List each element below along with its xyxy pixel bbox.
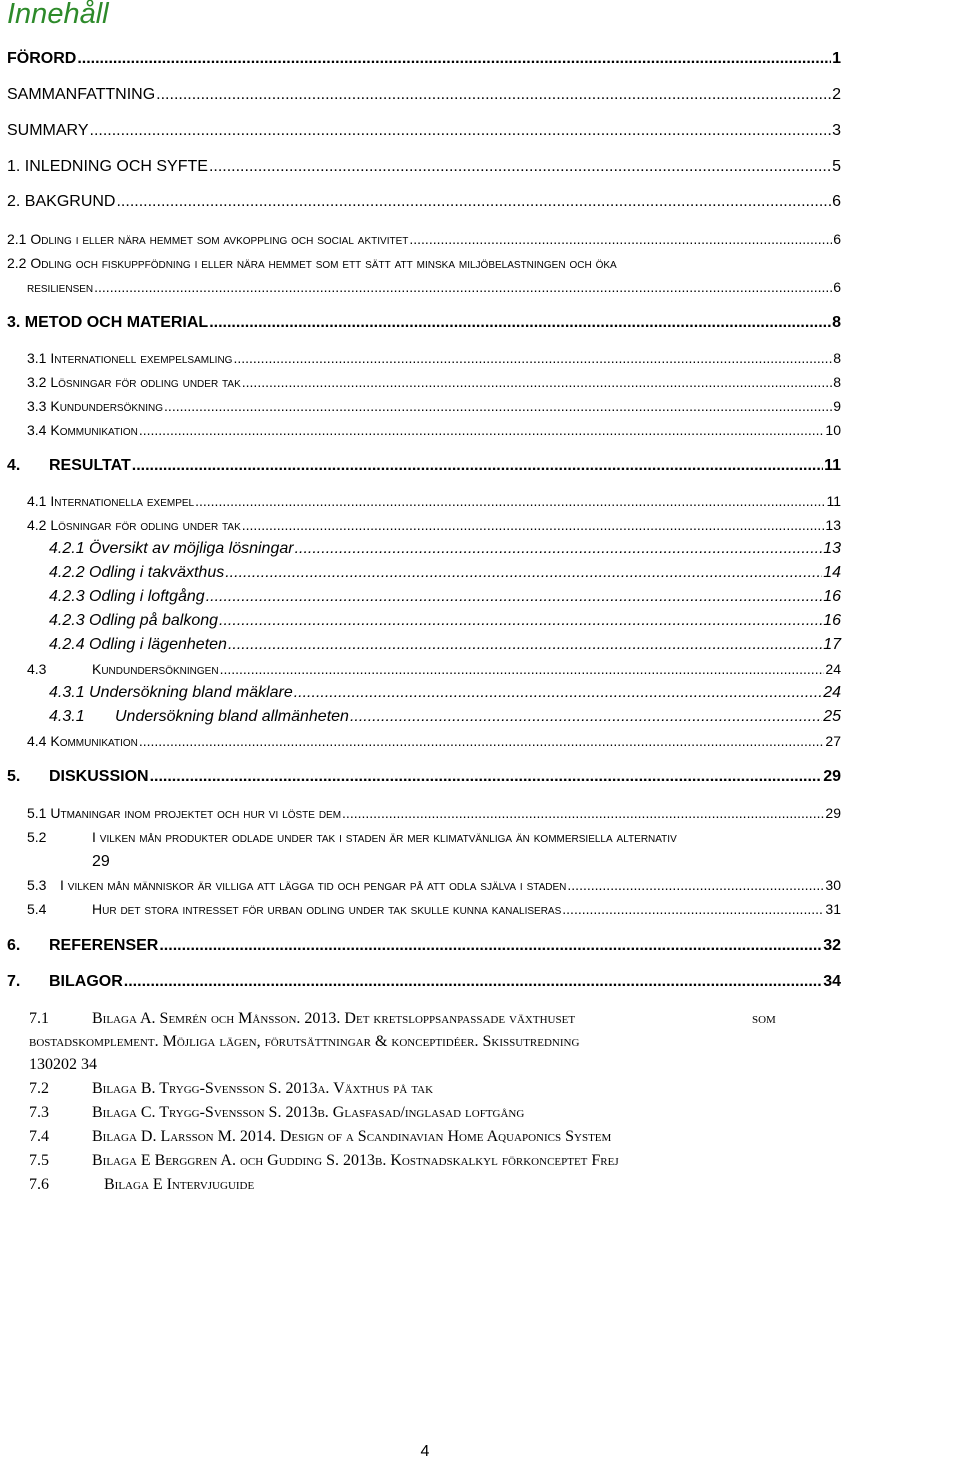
dot-leader: [233, 350, 832, 366]
dot-leader: [242, 517, 825, 533]
appendix-number: 7.3: [29, 1104, 49, 1121]
toc-entry-label: Odling i takväxthus: [89, 564, 225, 581]
toc-entry-label: Undersökning bland allmänheten: [115, 708, 349, 725]
toc-entry-page: 10: [825, 422, 841, 438]
dot-leader: [225, 564, 822, 582]
appendix-entry[interactable]: [29, 1010, 575, 1028]
toc-entry-label: Odling i loftgång: [89, 588, 205, 605]
toc-entry-text: SUMMARY: [7, 122, 89, 139]
toc-entry-label: Kommunikation: [50, 733, 138, 749]
toc-entry-page: 14: [823, 564, 841, 581]
toc-entry[interactable]: [27, 517, 841, 533]
toc-entry-text: [27, 877, 566, 893]
toc-entry[interactable]: [27, 374, 841, 390]
toc-entry-label: Hur det stora intresset för urban odling under tak skulle kunna kanaliseras: [92, 901, 562, 917]
toc-entry-number: 4.1: [27, 493, 47, 509]
appendix-entry[interactable]: [29, 1128, 611, 1146]
dot-leader: [156, 86, 831, 104]
toc-entry-text: [27, 422, 138, 438]
toc-entry-page: 30: [825, 877, 841, 893]
toc-entry-number: 7.: [7, 973, 21, 990]
page-number: 4: [420, 1443, 430, 1460]
toc-entry-number: 3.4: [27, 422, 47, 438]
toc-entry[interactable]: [49, 588, 841, 606]
dot-leader: [164, 398, 832, 414]
toc-entry-number: 3.: [7, 314, 21, 331]
toc-entry-number: 5.3: [27, 877, 47, 893]
toc-entry-number: 4.3: [27, 661, 47, 677]
toc-entry[interactable]: [49, 564, 841, 582]
dot-leader: [206, 588, 823, 606]
toc-entry-page: 29: [825, 805, 841, 821]
toc-entry-page: 32: [823, 937, 841, 954]
dot-leader: [132, 457, 823, 475]
toc-entry-number: 4.4: [27, 733, 47, 749]
toc-entry-label: METOD OCH MATERIAL: [24, 314, 209, 331]
toc-entry[interactable]: [27, 661, 841, 677]
toc-entry-number: 5.1: [27, 805, 47, 821]
appendix-label: Bilaga D. Larsson M. 2014. Design of a Scandinavian Home Aquaponics System: [92, 1128, 612, 1145]
toc-entry-number: 4.2.4: [49, 636, 85, 653]
toc-entry-number: 5.2: [27, 829, 47, 845]
toc-entry[interactable]: [7, 50, 841, 68]
toc-entry-number: 5.4: [27, 901, 47, 917]
toc-entry-page: 25: [823, 708, 841, 725]
toc-entry-label: Lösningar för odling under tak: [50, 517, 241, 533]
dot-leader: [219, 612, 822, 630]
toc-entry[interactable]: [49, 684, 841, 702]
toc-entry[interactable]: [7, 457, 841, 475]
appendix-line: 130202 34: [29, 1056, 97, 1073]
toc-entry-page: 31: [825, 901, 841, 917]
toc-entry[interactable]: [49, 540, 841, 558]
toc-entry-text: [7, 231, 408, 247]
dot-leader: [94, 279, 832, 295]
toc-entry[interactable]: [27, 350, 841, 366]
dot-leader: [228, 636, 822, 654]
dot-leader: [124, 973, 822, 991]
toc-entry-text: [49, 564, 224, 582]
dot-leader: [195, 493, 825, 509]
toc-entry[interactable]: [49, 708, 841, 726]
toc-entry-text: [27, 805, 341, 821]
toc-entry-continuation[interactable]: [27, 279, 841, 295]
toc-entry-page: 11: [826, 493, 841, 509]
toc-entry[interactable]: [7, 122, 841, 140]
toc-entry-number: 5.: [7, 768, 21, 785]
toc-entry-page: 8: [832, 314, 841, 331]
toc-entry-page: 27: [825, 733, 841, 749]
appendix-label: Bilaga B. Trygg-Svensson S. 2013a. Växthus på tak: [92, 1080, 434, 1097]
toc-entry-text: [7, 193, 115, 211]
appendix-line: bostadskomplement. Möjliga lägen, förutsättningar & konceptidéer. Skissutredning: [29, 1033, 580, 1050]
toc-entry-page: 29: [823, 768, 841, 785]
dot-leader: [350, 708, 822, 726]
toc-entry-number: 4.2: [27, 517, 47, 533]
toc-entry-page: 16: [823, 588, 841, 605]
appendix-number: 7.4: [29, 1128, 49, 1145]
toc-entry[interactable]: [7, 937, 841, 955]
toc-entry-text: [7, 314, 208, 332]
toc-entry-page: 8: [833, 350, 841, 366]
appendix-label: Bilaga E Intervjuguide: [104, 1176, 255, 1193]
toc-entry-label: I vilken mån människor är villiga att lägga tid och pengar på att odla själva i staden: [60, 877, 567, 893]
toc-entry-wrapped[interactable]: [7, 255, 617, 271]
toc-entry-number: 3.3: [27, 398, 47, 414]
toc-entry-text: [27, 350, 232, 366]
toc-entry-text: [49, 708, 349, 726]
toc-entry-label: RESULTAT: [49, 457, 131, 474]
appendix-label: Bilaga E Berggren A. och Gudding S. 2013b. Kostnadskalkyl förkonceptet Frej: [92, 1152, 619, 1169]
toc-entry-number: 1.: [7, 158, 21, 175]
toc-entry-label: Internationell exempelsamling: [50, 350, 233, 366]
toc-entry[interactable]: [27, 422, 841, 438]
toc-entry-label: Kundundersökning: [50, 398, 164, 414]
toc-entry-label: I vilken mån produkter odlade under tak i staden är mer klimatvänliga än kommersiella alternativ: [92, 829, 677, 845]
appendix-label: Bilaga A. Semrén och Månsson. 2013. Det kretsloppsanpassade växthuset: [92, 1010, 576, 1027]
toc-entry[interactable]: [7, 231, 841, 247]
appendix-continuation: som: [752, 1010, 776, 1027]
toc-entry-text: [27, 493, 194, 509]
toc-entry-label: BILAGOR: [49, 973, 123, 990]
toc-entry[interactable]: [27, 733, 841, 749]
toc-entry[interactable]: [7, 86, 841, 104]
toc-entry-label: DISKUSSION: [49, 768, 149, 785]
toc-entry-page: 11: [824, 457, 841, 474]
dot-leader: [209, 314, 831, 332]
toc-entry-wrapped[interactable]: [27, 829, 677, 845]
toc-entry-page: 34: [823, 973, 841, 990]
toc-entry-number: 2.1: [7, 231, 27, 247]
appendix-entry[interactable]: [29, 1176, 254, 1194]
toc-entry-page: 3: [832, 122, 841, 139]
toc-entry-page: 17: [823, 636, 841, 653]
toc-entry-page: 1: [832, 50, 841, 67]
toc-entry-number: 6.: [7, 937, 21, 954]
toc-entry-label: Internationella exempel: [50, 493, 195, 509]
toc-entry-text: [27, 733, 138, 749]
toc-entry[interactable]: [7, 973, 841, 991]
dot-leader: [342, 805, 824, 821]
toc-entry-number: 4.2.3: [49, 588, 85, 605]
toc-entry-text: [49, 612, 218, 630]
toc-entry-page: 24: [825, 661, 841, 677]
toc-entry-page: 6: [833, 279, 841, 295]
page-title: Innehåll: [7, 0, 109, 30]
toc-entry-number: 2.: [7, 193, 21, 210]
dot-leader: [150, 768, 823, 786]
dot-leader: [562, 901, 824, 917]
toc-entry-text: [49, 684, 293, 702]
toc-entry-number: 4.2.2: [49, 564, 85, 581]
toc-entry-text: FÖRORD: [7, 50, 77, 67]
dot-leader: [77, 50, 831, 68]
toc-entry-number: 3.2: [27, 374, 47, 390]
dot-leader: [242, 374, 832, 390]
toc-entry[interactable]: [27, 901, 841, 917]
toc-entry-number: 3.1: [27, 350, 47, 366]
toc-entry[interactable]: [7, 768, 841, 786]
toc-entry-text: [27, 661, 219, 677]
toc-entry-label: Kundundersökningen: [92, 661, 219, 677]
appendix-entry[interactable]: [29, 1080, 433, 1098]
toc-entry-text: [7, 937, 158, 955]
toc-entry-number: 4.: [7, 457, 21, 474]
toc-entry-text: [49, 540, 294, 558]
toc-entry-page: 8: [833, 374, 841, 390]
dot-leader: [294, 684, 822, 702]
toc-entry-label: INLEDNING OCH SYFTE: [24, 158, 208, 175]
appendix-entry[interactable]: [29, 1104, 524, 1122]
toc-entry-text: SAMMANFATTNING: [7, 86, 156, 103]
toc-entry-label: Utmaningar inom projektet och hur vi löste dem: [50, 805, 342, 821]
toc-entry-label: REFERENSER: [49, 937, 159, 954]
toc-entry[interactable]: [27, 493, 841, 509]
appendix-number: 7.6: [29, 1176, 49, 1193]
dot-leader: [295, 540, 823, 558]
toc-entry[interactable]: [7, 314, 841, 332]
appendix-number: 7.1: [29, 1010, 49, 1027]
toc-entry-label: Kommunikation: [50, 422, 138, 438]
toc-entry-page: 5: [832, 158, 841, 175]
toc-entry-text: [27, 374, 241, 390]
toc-entry-number: 4.3.1: [49, 708, 85, 725]
toc-entry-text: [27, 901, 561, 917]
toc-entry-page: 13: [825, 517, 841, 533]
toc-entry-page: 9: [833, 398, 841, 414]
dot-leader: [116, 193, 831, 211]
dot-leader: [409, 231, 832, 247]
toc-entry-label: Översikt av möjliga lösningar: [89, 540, 294, 557]
toc-entry-page: 29: [92, 853, 110, 870]
toc-entry-label: Lösningar för odling under tak: [50, 374, 241, 390]
toc-entry-text: [27, 517, 241, 533]
toc-entry-page: 24: [823, 684, 841, 701]
toc-entry-label: Odling och fiskuppfödning i eller nära hemmet som ett sätt att minska miljöbelastningen och öka: [30, 255, 617, 271]
toc-entry[interactable]: [27, 398, 841, 414]
toc-entry-text: [7, 768, 149, 786]
toc-entry-text: [27, 398, 163, 414]
toc-entry-label: Odling i eller nära hemmet som avkoppling och social aktivitet: [30, 231, 409, 247]
toc-entry-label: Odling i lägenheten: [89, 636, 227, 653]
toc-entry-page: 6: [833, 231, 841, 247]
toc-entry-text: resiliensen: [27, 279, 94, 295]
dot-leader: [209, 158, 831, 176]
toc-entry-number: 4.2.1: [49, 540, 85, 557]
appendix-label: Bilaga C. Trygg-Svensson S. 2013b. Glasfasad/inglasad loftgång: [92, 1104, 525, 1121]
toc-entry-number: 4.3.1: [49, 684, 85, 701]
appendix-number: 7.5: [29, 1152, 49, 1169]
appendix-number: 7.2: [29, 1080, 49, 1097]
toc-entry-label: Undersökning bland mäklare: [89, 684, 293, 701]
toc-entry[interactable]: [7, 158, 841, 176]
toc-entry[interactable]: [49, 636, 841, 654]
toc-entry-page: 13: [823, 540, 841, 557]
dot-leader: [139, 422, 825, 438]
toc-entry-number: 2.2: [7, 255, 27, 271]
toc-entry-page: 6: [832, 193, 841, 210]
toc-entry-text: [7, 973, 123, 991]
dot-leader: [567, 877, 824, 893]
toc-entry[interactable]: [27, 877, 841, 893]
toc-entry-page: 16: [823, 612, 841, 629]
toc-entry-text: [7, 457, 131, 475]
toc-entry-text: [49, 636, 227, 654]
dot-leader: [139, 733, 825, 749]
toc-entry-label: Odling på balkong: [89, 612, 219, 629]
toc-entry-label: BAKGRUND: [24, 193, 116, 210]
toc-entry[interactable]: [27, 805, 841, 821]
toc-entry[interactable]: [7, 193, 841, 211]
toc-entry-number: 4.2.3: [49, 612, 85, 629]
toc-entry-text: [49, 588, 205, 606]
dot-leader: [90, 122, 832, 140]
appendix-entry[interactable]: [29, 1152, 619, 1170]
toc-entry[interactable]: [49, 612, 841, 630]
dot-leader: [159, 937, 822, 955]
toc-entry-text: [7, 158, 208, 176]
toc-entry-page: 2: [832, 86, 841, 103]
dot-leader: [220, 661, 825, 677]
